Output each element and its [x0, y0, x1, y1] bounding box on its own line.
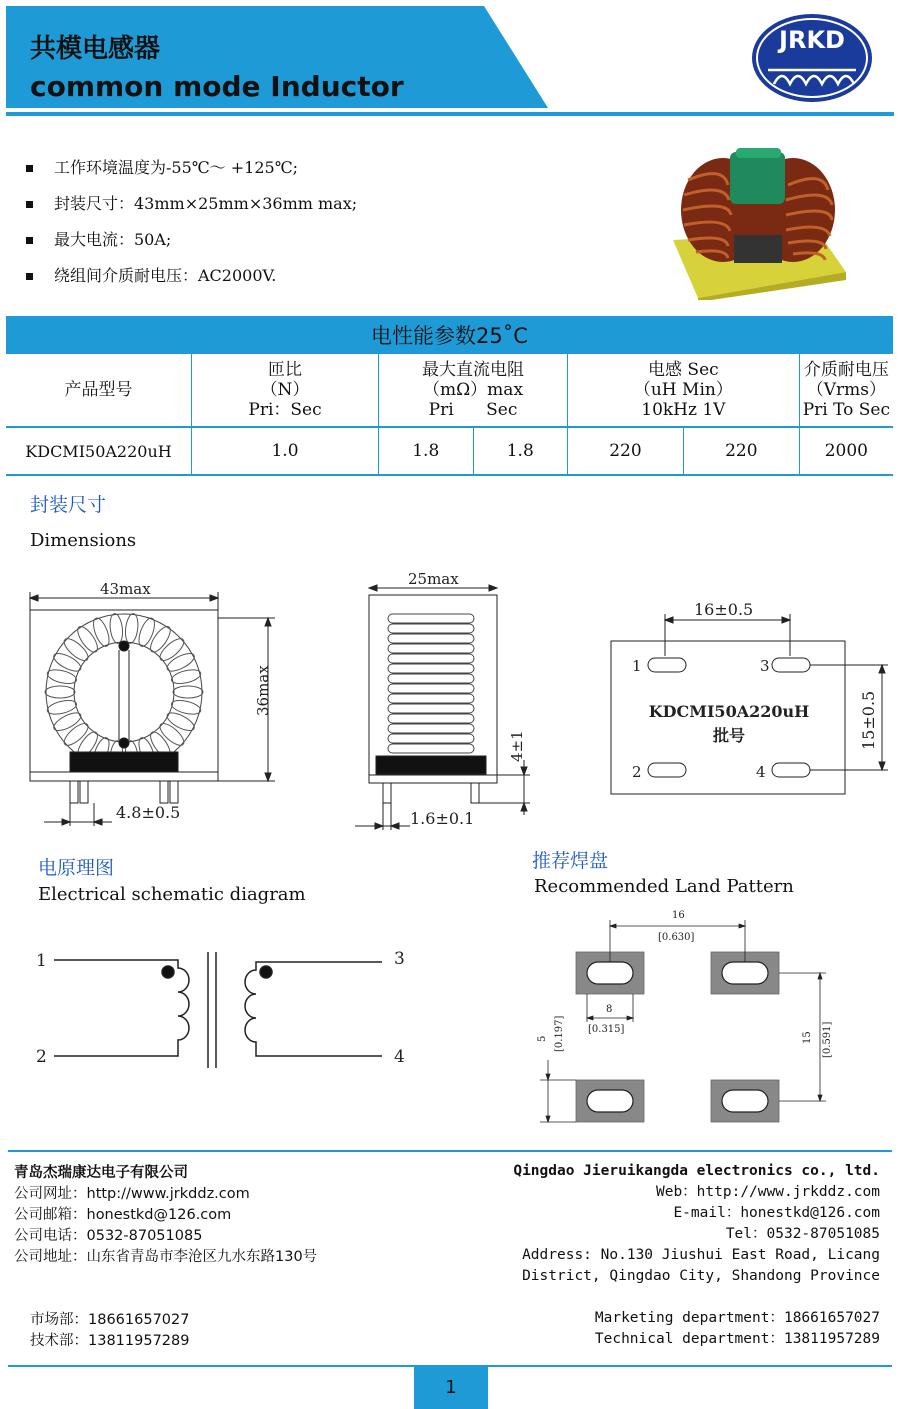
land-pattern-heading-cn: 推荐焊盘: [532, 850, 609, 872]
land-pattern-heading-en: Recommended Land Pattern: [534, 876, 794, 897]
col-hipot-l3: Pri To Sec: [802, 400, 890, 420]
col-ratio-l1: 匝比: [268, 360, 302, 380]
coil-turn: [388, 654, 474, 663]
toroid-winding: [90, 616, 112, 648]
coil-turn: [388, 614, 474, 623]
footer-market-cn: 市场部：18661657027: [30, 1312, 190, 1328]
top-part-label: KDCMI50A220uH: [648, 702, 810, 721]
toroid-winding: [165, 709, 197, 734]
top-pin-4: 4: [756, 763, 766, 781]
cell-ind-1: 220: [568, 427, 684, 475]
footer-tel-en: Tel：0532-87051085: [725, 1226, 880, 1242]
dim-top-side: 15±0.5: [859, 690, 878, 750]
col-ratio-l2: （N）: [260, 380, 310, 400]
toroid-winding: [136, 616, 158, 648]
top-view: [611, 600, 888, 794]
cell-ratio: 1.0: [192, 427, 379, 475]
spec-table-title: 电性能参数25˚C: [6, 316, 893, 354]
footer-tech-cn: 技术部：13811957289: [30, 1333, 190, 1349]
coil-turn: [388, 704, 474, 713]
coil-turn: [388, 734, 474, 743]
col-dcr-l2: （mΩ）max: [422, 380, 524, 400]
dim-width: 43max: [100, 580, 151, 598]
coil-turn: [388, 624, 474, 633]
cell-dcr-sec: 1.8: [473, 427, 568, 475]
feature-item: 最大电流：50A;: [22, 222, 357, 258]
cell-model: KDCMI50A220uH: [6, 427, 192, 475]
coil-turn: [388, 744, 474, 753]
feature-item: 工作环境温度为-55℃～ +125℃;: [22, 150, 357, 186]
col-ratio-l3: Pri：Sec: [248, 400, 322, 420]
sch-pin-2: 2: [36, 1047, 47, 1067]
footer-addr-en-1: Address: No.130 Jiushui East Road, Licang: [522, 1247, 880, 1263]
col-dcr-pri: Pri: [428, 400, 454, 420]
dim-height: 36max: [254, 665, 272, 716]
footer-web-cn: 公司网址：http://www.jrkddz.com: [14, 1186, 250, 1202]
col-hipot-l1: 介质耐电压: [803, 360, 889, 380]
cell-dcr-pri: 1.8: [379, 427, 474, 475]
coil-turn: [388, 724, 474, 733]
dim-pin-height: 4±1: [508, 730, 526, 762]
toroid-winding: [170, 667, 202, 686]
toroid-winding: [61, 635, 91, 664]
footer-addr-en-2: District, Qingdao City, Shandong Province: [522, 1268, 880, 1284]
footer-company-cn: 青岛杰瑞康达电子有限公司: [14, 1165, 188, 1181]
col-model: 产品型号: [6, 354, 192, 427]
side-view: [355, 570, 530, 830]
coil-turn: [388, 634, 474, 643]
toroid-winding: [165, 650, 197, 675]
toroid-winding: [61, 720, 91, 749]
top-batch-label: 批号: [712, 726, 746, 745]
footer-company-en: Qingdao Jieruikangda electronics co., ltd.: [513, 1163, 880, 1179]
toroid-winding: [109, 613, 125, 644]
toroid-winding: [147, 624, 174, 656]
top-pin-2: 2: [632, 763, 642, 781]
schematic-diagram: [36, 949, 405, 1068]
toroid-winding: [74, 624, 101, 656]
schematic-heading-en: Electrical schematic diagram: [38, 884, 306, 905]
footer-mail-en: E-mail：honestkd@126.com: [673, 1205, 880, 1221]
feature-item: 封装尺寸：43mm×25mm×36mm max;: [22, 186, 357, 222]
lp-dim-16-in: [0.630]: [658, 932, 695, 943]
footer-addr-cn: 公司地址：山东省青岛市李沧区九水东路130号: [14, 1249, 318, 1265]
toroid-winding: [157, 720, 187, 749]
schematic-heading-cn: 电原理图: [38, 857, 115, 879]
lp-dim-15-in: [0.591]: [822, 1021, 833, 1058]
footer-web-en: Web：http://www.jrkddz.com: [655, 1184, 880, 1200]
dimensions-heading-en: Dimensions: [30, 530, 137, 551]
title-en: common mode Inductor: [30, 70, 404, 103]
footer-market-en: Marketing department：18661657027: [594, 1310, 880, 1326]
toroid-winding: [170, 698, 202, 717]
lp-dim-16: 16: [672, 910, 685, 921]
coil-turn: [388, 684, 474, 693]
toroid-winding: [173, 686, 203, 698]
coil-turn: [388, 674, 474, 683]
col-ind-l3: 10kHz 1V: [641, 400, 726, 420]
toroid-winding: [45, 686, 75, 698]
toroid-winding: [51, 650, 83, 675]
logo-text: JRKD: [779, 26, 845, 54]
land-pattern-diagram: [537, 910, 833, 1122]
cell-ind-2: 220: [683, 427, 799, 475]
footer-right: [513, 1161, 880, 1350]
page-number: 1: [414, 1367, 488, 1409]
coil-turn: [388, 664, 474, 673]
col-hipot-l2: （Vrms）: [806, 380, 886, 400]
dim-depth: 25max: [408, 570, 459, 588]
toroid-winding: [46, 698, 78, 717]
col-dcr-l1: 最大直流电阻: [422, 360, 524, 380]
feature-item: 绕组间介质耐电压：AC2000V.: [22, 258, 357, 294]
dim-top-spacing: 16±0.5: [694, 600, 754, 619]
cell-hipot: 2000: [799, 427, 893, 475]
lp-dim-8-in: [0.315]: [588, 1024, 625, 1035]
footer-mail-cn: 公司邮箱：honestkd@126.com: [14, 1207, 232, 1223]
title-cn: 共模电感器: [30, 34, 161, 64]
footer-left: [14, 1163, 317, 1352]
col-ind-l2: （uH Min）: [633, 380, 733, 400]
top-pin-3: 3: [760, 657, 770, 675]
coil-turn: [388, 644, 474, 653]
toroid-winding: [157, 635, 187, 664]
dimensions-heading-cn: 封装尺寸: [30, 494, 107, 516]
lp-dim-5: 5: [537, 1035, 548, 1042]
footer-tech-en: Technical department：13811957289: [594, 1331, 880, 1347]
sch-pin-1: 1: [36, 951, 47, 971]
lp-dim-5-in: [0.197]: [554, 1015, 565, 1052]
toroid-winding: [124, 613, 140, 644]
lp-dim-8: 8: [606, 1004, 613, 1015]
footer-tel-cn: 公司电话：0532-87051085: [14, 1228, 203, 1244]
coil-turn: [388, 714, 474, 723]
toroid-winding: [51, 709, 83, 734]
front-view: [30, 580, 275, 826]
sch-pin-4: 4: [394, 1047, 405, 1067]
dim-pin-spacing: 4.8±0.5: [116, 803, 181, 822]
col-ind-l1: 电感 Sec: [648, 360, 719, 380]
top-pin-1: 1: [632, 657, 642, 675]
dim-pin-width: 1.6±0.1: [410, 809, 475, 828]
sch-pin-3: 3: [394, 949, 405, 969]
toroid-winding: [46, 667, 78, 686]
footer-divider: [8, 1150, 892, 1152]
col-dcr-sec: Sec: [486, 400, 518, 420]
coil-turn: [388, 694, 474, 703]
lp-dim-15: 15: [802, 1031, 813, 1044]
